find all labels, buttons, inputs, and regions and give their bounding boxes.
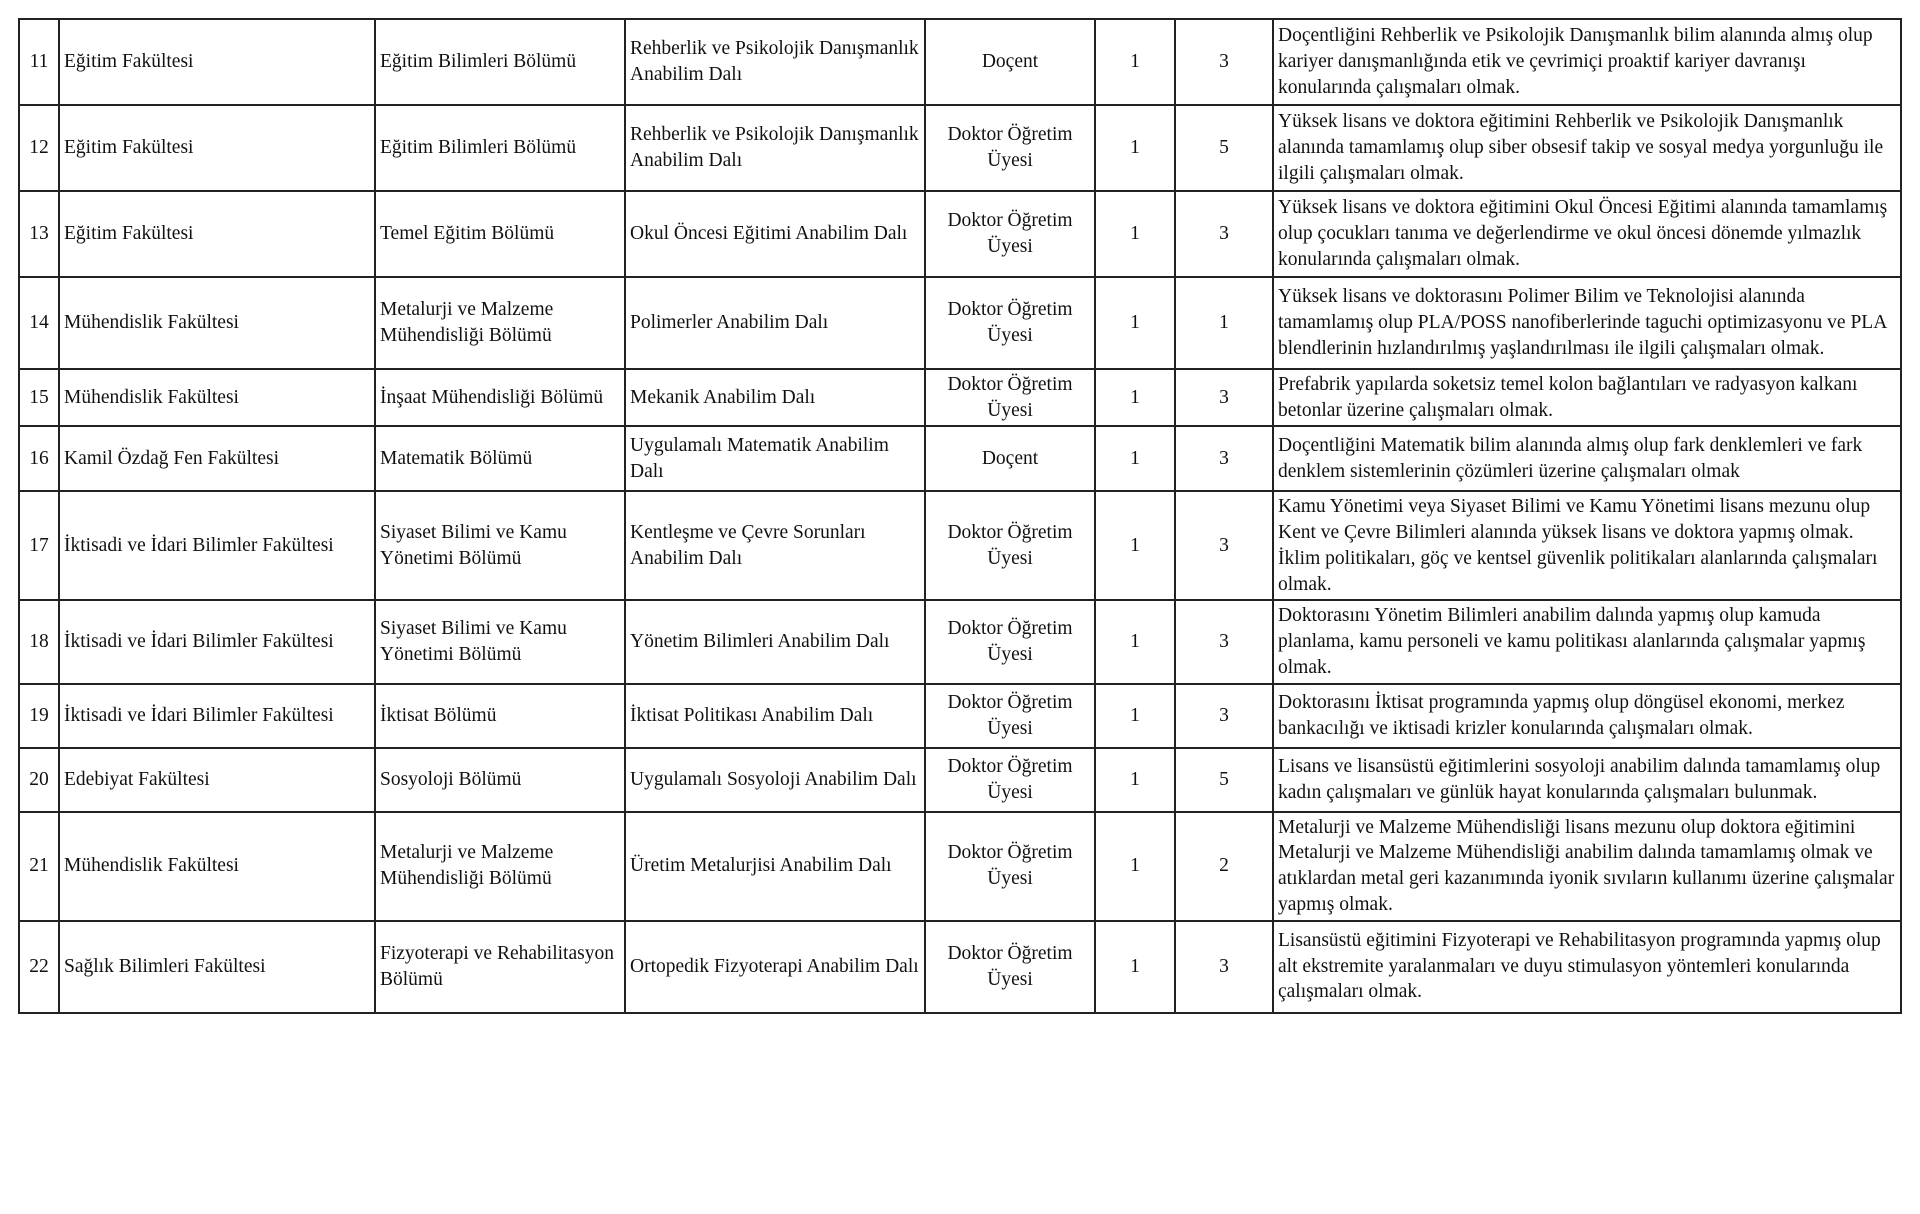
requirement-cell: Kamu Yönetimi veya Siyaset Bilimi ve Kamu Yönetimi lisans mezunu olup Kent ve Çevre Bilimleri alanında yüksek lisans ve doktora yapmış olmak. İklim politikaları, göç ve kentsel güvenlik politikaları alanlarında çalışmaları olmak.	[1273, 491, 1901, 600]
position-count-cell: 1	[1095, 491, 1175, 600]
position-count-cell: 1	[1095, 426, 1175, 491]
position-count-cell: 1	[1095, 600, 1175, 683]
academic-title-cell: Doktor Öğretim Üyesi	[925, 812, 1095, 921]
faculty-cell: Sağlık Bilimleri Fakültesi	[59, 921, 375, 1013]
table-row	[19, 684, 1901, 748]
academic-title-cell: Doktor Öğretim Üyesi	[925, 277, 1095, 369]
table-row	[19, 19, 1901, 105]
table-row	[19, 812, 1901, 921]
anabilim-dali-cell: İktisat Politikası Anabilim Dalı	[625, 684, 925, 748]
table-row	[19, 277, 1901, 369]
department-cell: İnşaat Mühendisliği Bölümü	[375, 369, 625, 426]
academic-title-cell: Doktor Öğretim Üyesi	[925, 491, 1095, 600]
academic-title-cell: Doktor Öğretim Üyesi	[925, 684, 1095, 748]
table-body	[19, 19, 1901, 1013]
anabilim-dali-cell: Kentleşme ve Çevre Sorunları Anabilim Dalı	[625, 491, 925, 600]
table-row	[19, 600, 1901, 683]
score-cell: 5	[1175, 105, 1273, 191]
row-number: 15	[19, 369, 59, 426]
row-number: 16	[19, 426, 59, 491]
requirement-cell: Doktorasını Yönetim Bilimleri anabilim dalında yapmış olup kamuda planlama, kamu personeli ve kamu politikası alanlarında çalışmalar yapmış olmak.	[1273, 600, 1901, 683]
anabilim-dali-cell: Rehberlik ve Psikolojik Danışmanlık Anabilim Dalı	[625, 19, 925, 105]
score-cell: 3	[1175, 491, 1273, 600]
department-cell: Eğitim Bilimleri Bölümü	[375, 19, 625, 105]
department-cell: Matematik Bölümü	[375, 426, 625, 491]
requirement-cell: Lisans ve lisansüstü eğitimlerini sosyoloji anabilim dalında tamamlamış olup kadın çalışmaları ve günlük hayat konularında çalışmaları bulunmak.	[1273, 748, 1901, 812]
document-page	[18, 18, 1900, 1014]
requirement-cell: Metalurji ve Malzeme Mühendisliği lisans mezunu olup doktora eğitimini Metalurji ve Malzeme Mühendisliği anabilim dalında tamamlamış olmak ve atıklardan metal geri kazanımında iyonik sıvıların kullanımı üzerine çalışmalar yapmış olmak.	[1273, 812, 1901, 921]
positions-table	[18, 18, 1902, 1014]
score-cell: 1	[1175, 277, 1273, 369]
score-cell: 3	[1175, 921, 1273, 1013]
academic-title-cell: Doktor Öğretim Üyesi	[925, 600, 1095, 683]
faculty-cell: Edebiyat Fakültesi	[59, 748, 375, 812]
position-count-cell: 1	[1095, 369, 1175, 426]
faculty-cell: İktisadi ve İdari Bilimler Fakültesi	[59, 491, 375, 600]
position-count-cell: 1	[1095, 277, 1175, 369]
faculty-cell: Mühendislik Fakültesi	[59, 812, 375, 921]
faculty-cell: Eğitim Fakültesi	[59, 191, 375, 277]
faculty-cell: Eğitim Fakültesi	[59, 19, 375, 105]
requirement-cell: Yüksek lisans ve doktorasını Polimer Bilim ve Teknolojisi alanında tamamlamış olup PLA/POSS nanofiberlerinde taguchi optimizasyonu ve PLA blendlerinin hızlandırılmış yaşlandırılması ile ilgili çalışmaları olmak.	[1273, 277, 1901, 369]
score-cell: 5	[1175, 748, 1273, 812]
requirement-cell: Doçentliğini Rehberlik ve Psikolojik Danışmanlık bilim alanında almış olup kariyer danışmanlığında etik ve çevrimiçi proaktif kariyer davranışı konularında çalışmaları olmak.	[1273, 19, 1901, 105]
anabilim-dali-cell: Uygulamalı Matematik Anabilim Dalı	[625, 426, 925, 491]
faculty-cell: İktisadi ve İdari Bilimler Fakültesi	[59, 684, 375, 748]
score-cell: 3	[1175, 426, 1273, 491]
score-cell: 2	[1175, 812, 1273, 921]
table-row	[19, 491, 1901, 600]
faculty-cell: Eğitim Fakültesi	[59, 105, 375, 191]
anabilim-dali-cell: Üretim Metalurjisi Anabilim Dalı	[625, 812, 925, 921]
row-number: 22	[19, 921, 59, 1013]
department-cell: Fizyoterapi ve Rehabilitasyon Bölümü	[375, 921, 625, 1013]
anabilim-dali-cell: Rehberlik ve Psikolojik Danışmanlık Anabilim Dalı	[625, 105, 925, 191]
department-cell: Metalurji ve Malzeme Mühendisliği Bölümü	[375, 277, 625, 369]
position-count-cell: 1	[1095, 921, 1175, 1013]
department-cell: Sosyoloji Bölümü	[375, 748, 625, 812]
row-number: 14	[19, 277, 59, 369]
row-number: 13	[19, 191, 59, 277]
row-number: 12	[19, 105, 59, 191]
academic-title-cell: Doçent	[925, 19, 1095, 105]
department-cell: Temel Eğitim Bölümü	[375, 191, 625, 277]
faculty-cell: İktisadi ve İdari Bilimler Fakültesi	[59, 600, 375, 683]
department-cell: İktisat Bölümü	[375, 684, 625, 748]
position-count-cell: 1	[1095, 19, 1175, 105]
table-row	[19, 748, 1901, 812]
anabilim-dali-cell: Ortopedik Fizyoterapi Anabilim Dalı	[625, 921, 925, 1013]
academic-title-cell: Doktor Öğretim Üyesi	[925, 105, 1095, 191]
table-row	[19, 105, 1901, 191]
score-cell: 3	[1175, 19, 1273, 105]
position-count-cell: 1	[1095, 748, 1175, 812]
table-row	[19, 921, 1901, 1013]
requirement-cell: Doktorasını İktisat programında yapmış olup döngüsel ekonomi, merkez bankacılığı ve iktisadi krizler konularında çalışmaları olmak.	[1273, 684, 1901, 748]
requirement-cell: Lisansüstü eğitimini Fizyoterapi ve Rehabilitasyon programında yapmış olup alt ekstremite yaralanmaları ve duyu stimulasyon yöntemleri konularında çalışmaları olmak.	[1273, 921, 1901, 1013]
faculty-cell: Mühendislik Fakültesi	[59, 277, 375, 369]
score-cell: 3	[1175, 191, 1273, 277]
anabilim-dali-cell: Mekanik Anabilim Dalı	[625, 369, 925, 426]
requirement-cell: Prefabrik yapılarda soketsiz temel kolon bağlantıları ve radyasyon kalkanı betonlar üzerine çalışmaları olmak.	[1273, 369, 1901, 426]
requirement-cell: Doçentliğini Matematik bilim alanında almış olup fark denklemleri ve fark denklem sistemlerinin çözümleri üzerine çalışmaları olmak	[1273, 426, 1901, 491]
anabilim-dali-cell: Okul Öncesi Eğitimi Anabilim Dalı	[625, 191, 925, 277]
row-number: 19	[19, 684, 59, 748]
requirement-cell: Yüksek lisans ve doktora eğitimini Okul Öncesi Eğitimi alanında tamamlamış olup çocukları tanıma ve değerlendirme ve okul öncesi dönemde yılmazlık konularında çalışmaları olmak.	[1273, 191, 1901, 277]
faculty-cell: Kamil Özdağ Fen Fakültesi	[59, 426, 375, 491]
department-cell: Siyaset Bilimi ve Kamu Yönetimi Bölümü	[375, 491, 625, 600]
position-count-cell: 1	[1095, 684, 1175, 748]
academic-title-cell: Doktor Öğretim Üyesi	[925, 748, 1095, 812]
faculty-cell: Mühendislik Fakültesi	[59, 369, 375, 426]
academic-title-cell: Doktor Öğretim Üyesi	[925, 921, 1095, 1013]
department-cell: Siyaset Bilimi ve Kamu Yönetimi Bölümü	[375, 600, 625, 683]
table-row	[19, 369, 1901, 426]
table-row	[19, 426, 1901, 491]
academic-title-cell: Doçent	[925, 426, 1095, 491]
score-cell: 3	[1175, 369, 1273, 426]
position-count-cell: 1	[1095, 105, 1175, 191]
row-number: 20	[19, 748, 59, 812]
score-cell: 3	[1175, 684, 1273, 748]
anabilim-dali-cell: Yönetim Bilimleri Anabilim Dalı	[625, 600, 925, 683]
position-count-cell: 1	[1095, 191, 1175, 277]
department-cell: Eğitim Bilimleri Bölümü	[375, 105, 625, 191]
table-row	[19, 191, 1901, 277]
anabilim-dali-cell: Polimerler Anabilim Dalı	[625, 277, 925, 369]
row-number: 11	[19, 19, 59, 105]
score-cell: 3	[1175, 600, 1273, 683]
academic-title-cell: Doktor Öğretim Üyesi	[925, 369, 1095, 426]
requirement-cell: Yüksek lisans ve doktora eğitimini Rehberlik ve Psikolojik Danışmanlık alanında tamamlamış olup siber obsesif takip ve sosyal medya yorgunluğu ile ilgili çalışmaları olmak.	[1273, 105, 1901, 191]
anabilim-dali-cell: Uygulamalı Sosyoloji Anabilim Dalı	[625, 748, 925, 812]
position-count-cell: 1	[1095, 812, 1175, 921]
department-cell: Metalurji ve Malzeme Mühendisliği Bölümü	[375, 812, 625, 921]
row-number: 18	[19, 600, 59, 683]
row-number: 17	[19, 491, 59, 600]
row-number: 21	[19, 812, 59, 921]
academic-title-cell: Doktor Öğretim Üyesi	[925, 191, 1095, 277]
